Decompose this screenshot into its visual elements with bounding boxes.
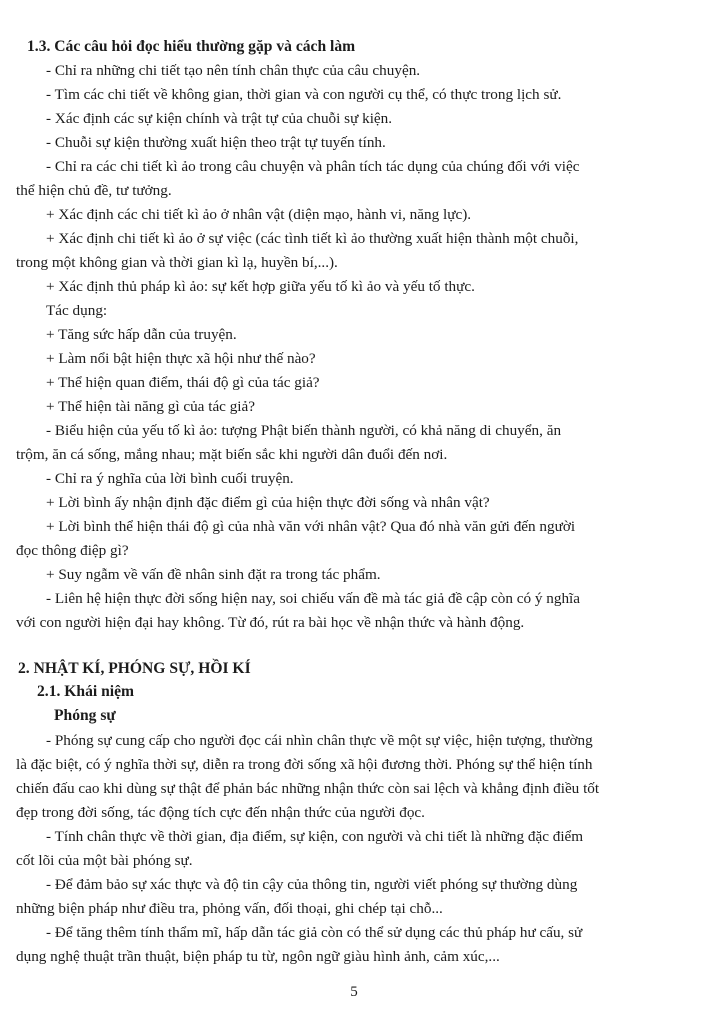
text-line: - Phóng sự cung cấp cho người đọc cái nhìn chân thực về một sự việc, hiện tượng, thường — [46, 732, 593, 749]
text-line: - Tìm các chi tiết về không gian, thời gian và con người cụ thể, có thực trong lịch sử. — [46, 86, 562, 103]
text-line: - Chỉ ra những chi tiết tạo nên tính chân thực của câu chuyện. — [46, 62, 421, 79]
text-line: trộm, ăn cá sống, mắng nhau; mặt biến sắc khi người dân đuổi đến nơi. — [16, 446, 448, 463]
page-number: 5 — [350, 984, 358, 1000]
text-line: đọc thông điệp gì? — [16, 542, 129, 559]
text-line: + Xác định thủ pháp kì ảo: sự kết hợp giữa yếu tố kì ảo và yếu tố thực. — [46, 278, 475, 295]
text-line: trong một không gian và thời gian kì lạ, huyền bí,...). — [16, 254, 338, 271]
text-line: dụng nghệ thuật trần thuật, biện pháp tu từ, ngôn ngữ giàu hình ảnh, cảm xúc,... — [16, 948, 500, 965]
text-line: - Tính chân thực về thời gian, địa điểm, sự kiện, con người và chi tiết là những đặc điểm — [46, 828, 584, 845]
text-line: + Xác định chi tiết kì ảo ở sự việc (các tình tiết kì ảo thường xuất hiện thành một chuỗi, — [46, 230, 579, 247]
text-line: cốt lõi của một bài phóng sự. — [16, 852, 193, 869]
text-line: - Biểu hiện của yếu tố kì ảo: tượng Phật biến thành người, có khả năng di chuyển, ăn — [46, 422, 562, 439]
text-line: là đặc biệt, có ý nghĩa thời sự, diễn ra trong đời sống xã hội đương thời. Phóng sự thể hiện tính — [16, 756, 593, 773]
text-line: với con người hiện đại hay không. Từ đó, rút ra bài học về nhận thức và hành động. — [16, 614, 525, 631]
text-line: - Liên hệ hiện thực đời sống hiện nay, soi chiếu vấn đề mà tác giả đề cập còn có ý nghĩa — [46, 590, 581, 607]
text-line: + Lời bình ấy nhận định đặc điểm gì của hiện thực đời sống và nhân vật? — [46, 494, 490, 511]
heading-2-1: 2.1. Khái niệm — [37, 683, 135, 700]
text-line: những biện pháp như điều tra, phỏng vấn, đối thoại, ghi chép tại chỗ... — [16, 900, 443, 917]
text-line: + Làm nổi bật hiện thực xã hội như thế nào? — [46, 350, 316, 367]
text-line: - Chỉ ra ý nghĩa của lời bình cuối truyện. — [46, 470, 294, 487]
text-line: + Xác định các chi tiết kì ảo ở nhân vật (diện mạo, hành vi, năng lực). — [46, 206, 472, 223]
text-line: - Chỉ ra các chi tiết kì ảo trong câu chuyện và phân tích tác dụng của chúng đối với việc — [46, 158, 580, 175]
text-line: + Thể hiện quan điểm, thái độ gì của tác giả? — [46, 374, 320, 391]
text-line: chiến đấu cao khi dùng sự thật để phản bác những nhận thức còn sai lệch và khẳng định điều tốt — [16, 780, 600, 797]
text-line: - Xác định các sự kiện chính và trật tự của chuỗi sự kiện. — [46, 110, 393, 127]
text-line: + Thể hiện tài năng gì của tác giả? — [46, 398, 256, 415]
text-line: + Tăng sức hấp dẫn của truyện. — [46, 326, 237, 343]
heading-phong-su: Phóng sự — [54, 707, 116, 724]
text-line: đẹp trong đời sống, tác động tích cực đến nhận thức của người đọc. — [16, 804, 425, 821]
text-line: + Lời bình thể hiện thái độ gì của nhà văn với nhân vật? Qua đó nhà văn gửi đến người — [46, 518, 576, 535]
text-line: + Suy ngẫm về vấn đề nhân sinh đặt ra trong tác phẩm. — [46, 566, 381, 583]
text-line: Tác dụng: — [46, 302, 108, 319]
text-line: - Để tăng thêm tính thẩm mĩ, hấp dẫn tác giả còn có thể sử dụng các thủ pháp hư cấu, sử — [46, 924, 583, 941]
text-line: - Chuỗi sự kiện thường xuất hiện theo trật tự tuyến tính. — [46, 134, 386, 151]
heading-1-3: 1.3. Các câu hỏi đọc hiểu thường gặp và cách làm — [27, 38, 356, 55]
text-line: - Để đảm bảo sự xác thực và độ tin cậy của thông tin, người viết phóng sự thường dùng — [46, 876, 578, 893]
text-line: thể hiện chủ đề, tư tưởng. — [16, 182, 172, 199]
heading-2: 2. NHẬT KÍ, PHÓNG SỰ, HỒI KÍ — [18, 660, 251, 677]
